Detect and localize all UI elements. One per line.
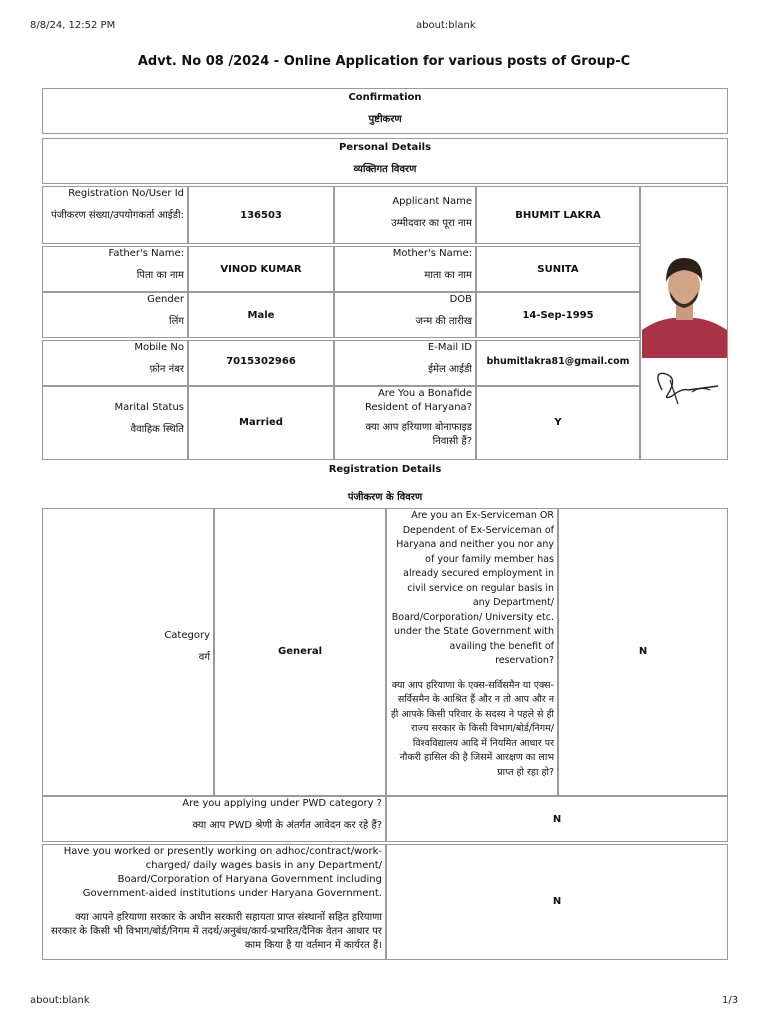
signature-icon	[648, 360, 726, 410]
personal-heading-en: Personal Details	[338, 142, 432, 153]
page-title: Advt. No 08 /2024 - Online Application for various posts of Group-C	[137, 54, 631, 69]
confirmation-hi: पुष्टीकरण	[368, 114, 402, 125]
email-label-hi: ईमेल आईडी	[428, 364, 472, 375]
mobile-label-hi: फ़ोन नंबर	[149, 364, 184, 375]
marital-label	[42, 386, 188, 460]
gender-label-hi: लिंग	[169, 316, 184, 327]
mobile-label	[42, 340, 188, 386]
dob-value: 14-Sep-1995	[476, 292, 640, 338]
name-value: BHUMIT LAKRA	[476, 186, 640, 244]
adhoc-value: N	[386, 844, 728, 960]
email-value: bhumitlakra81@gmail.com	[476, 340, 640, 386]
category-label-en: Category	[164, 630, 210, 641]
pwd-question-en: Are you applying under PWD category ?	[182, 798, 382, 809]
dob-label-en: DOB	[449, 294, 472, 305]
mobile-label-en: Mobile No	[134, 342, 184, 353]
exsm-question-hi: क्या आप हरियाणा के एक्स-सर्विसमैन या एक्स-सर्विसमैन के आश्रित हैं और न तो आप और न ही आपके किसी परिवार के सदस्य ने पहले से ही राज्य सरकार के किसी विभाग/बोर्ड/निगम/विश्वविद्यालय आदि में नियमित आधार पर नौकरी हासिल की है जिसमें आरक्षण का लाभ प्राप्त हो रहा हो?	[390, 679, 554, 778]
father-value: VINOD KUMAR	[188, 246, 334, 292]
confirmation-header	[42, 88, 728, 134]
father-label-en: Father's Name:	[108, 248, 184, 259]
marital-label-hi: वैवाहिक स्थिति	[130, 424, 184, 435]
page-number: 1/3	[722, 995, 739, 1006]
resident-label-en: Are You a Bonafide Resident of Haryana?	[365, 388, 472, 413]
dob-label-hi: जन्म की तारीख	[415, 316, 472, 327]
reg-label	[42, 186, 188, 244]
adhoc-question-hi: क्या आपने हरियाणा सरकार के अधीन सरकारी सहायता प्राप्त संस्थानों सहित हरियाणा सरकार के किसी भी विभाग/बोर्ड/निगम में तदर्थ/अनुबंध/कार्य-प्रभारित/दैनिक वेतन आधार पर काम किया है या वर्तमान में कार्यरत हैं।	[51, 912, 382, 951]
email-label	[334, 340, 476, 386]
category-label	[42, 508, 214, 796]
father-label	[42, 246, 188, 292]
email-label-en: E-Mail ID	[427, 342, 472, 353]
father-label-hi: पिता का नाम	[136, 270, 184, 281]
category-value: General	[214, 508, 386, 796]
personal-details-header	[42, 138, 728, 184]
confirmation-en: Confirmation	[348, 92, 422, 103]
mobile-value: 7015302966	[188, 340, 334, 386]
print-timestamp: 8/8/24, 12:52 PM	[30, 20, 116, 31]
gender-label-en: Gender	[147, 294, 184, 305]
registration-heading-en: Registration Details	[328, 464, 442, 475]
reg-label-hi: पंजीकरण संख्या/उपयोगकर्ता आईडी:	[50, 210, 184, 221]
pwd-value: N	[386, 796, 728, 842]
footer-url: about:blank	[30, 995, 90, 1006]
resident-label	[334, 386, 476, 460]
mother-label-hi: माता का नाम	[424, 270, 472, 281]
name-label	[334, 186, 476, 244]
name-label-en: Applicant Name	[392, 196, 472, 207]
gender-label	[42, 292, 188, 338]
marital-label-en: Marital Status	[114, 402, 184, 413]
print-url: about:blank	[416, 20, 476, 31]
reg-label-en: Registration No/User Id	[68, 188, 184, 199]
registration-heading-hi: पंजीकरण के विवरण	[347, 492, 423, 503]
pwd-question	[42, 796, 386, 842]
adhoc-question-en: Have you worked or presently working on adhoc/contract/work-charged/ daily wages basis in any Department/ Board/Corporation of Haryana Government including Government-aided institutions under Haryana Government.	[63, 846, 382, 899]
mother-label	[334, 246, 476, 292]
resident-value: Y	[476, 386, 640, 460]
exsm-question-en: Are you an Ex-Serviceman OR Dependent of Ex-Serviceman of Haryana and neither you nor any of your family member has already secured employment in civil service on regular basis in any Department/ Board/Corporation/ University etc. under the State Government with availing the benefit of reservation?	[391, 510, 554, 666]
registration-header	[42, 463, 728, 505]
mother-label-en: Mother's Name:	[392, 248, 472, 259]
adhoc-question	[42, 844, 386, 960]
mother-value: SUNITA	[476, 246, 640, 292]
dob-label	[334, 292, 476, 338]
category-label-hi: वर्ग	[198, 652, 210, 663]
pwd-question-hi: क्या आप PWD श्रेणी के अंतर्गत आवेदन कर रहे हैं?	[192, 820, 382, 831]
name-label-hi: उम्मीदवार का पूरा नाम	[391, 218, 472, 229]
resident-label-hi: क्या आप हरियाणा बोनाफाइड निवासी हैं?	[365, 422, 472, 447]
marital-value: Married	[188, 386, 334, 460]
exsm-question	[386, 508, 558, 796]
gender-value: Male	[188, 292, 334, 338]
exsm-value: N	[558, 508, 728, 796]
applicant-photo	[642, 246, 727, 358]
reg-value: 136503	[188, 186, 334, 244]
personal-heading-hi: व्यक्तिगत विवरण	[353, 164, 417, 175]
